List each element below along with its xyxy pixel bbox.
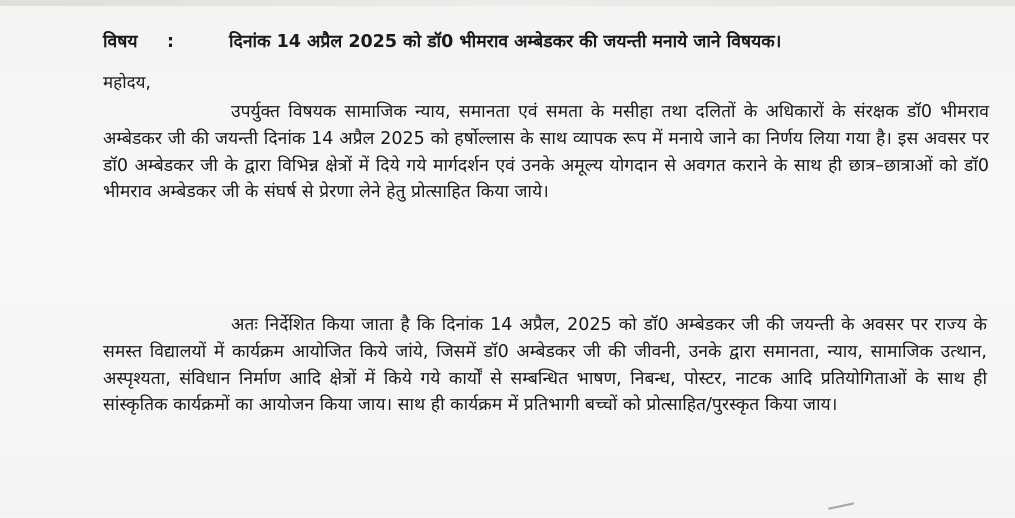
paragraph-1: उपर्युक्त विषयक सामाजिक न्याय, समानता एवं समता के मसीहा तथा दलितों के अधिकारों के संरक्षक डॉ0 भीमराव अम्बेडकर जी की जयन्ती दिनांक 14 अप्रैल 2025 को हर्षोल्लास के साथ व्यापक रूप में मनाये जाने का निर्णय लिया गया है। इस अवसर पर डॉ0 अम्बेडकर जी के द्वारा विभिन्न क्षेत्रों में दिये गये मार्गदर्शन एवं उनके अमूल्य योगदान से अवगत कराने के साथ ही छात्र–छात्राओं को डॉ0 भीमराव अम्बेडकर जी के संघर्ष से प्रेरणा लेने हेतु प्रोत्साहित किया जाये। bbox=[103, 102, 989, 203]
subject-line bbox=[103, 28, 983, 56]
paragraph-2: अतः निर्देशित किया जाता है कि दिनांक 14 अप्रैल, 2025 को डॉ0 अम्बेडकर जी की जयन्ती के अवसर पर राज्य के समस्त विद्यालयों में कार्यक्रम आयोजित किये जांये, जिसमें डॉ0 अम्बेडकर जी की जीवनी, उनके द्वारा समानता, न्याय, सामाजिक उत्थान, अस्पृश्यता, संविधान निर्माण आदि क्षेत्रों में किये गये कार्यों से सम्बन्धित भाषण, निबन्ध, पोस्टर, नाटक आदि प्रतियोगिताओं के साथ ही सांस्कृतिक कार्यक्रमों का आयोजन किया जाय। साथ ही कार्यक्रम में प्रतिभागी बच्चों को प्रोत्साहित/पुरस्कृत किया जाय। bbox=[103, 315, 987, 416]
top-edge-strip bbox=[0, 0, 1015, 6]
subject-text: दिनांक 14 अप्रैल 2025 को डॉ0 भीमराव अम्बेडकर की जयन्ती मनाये जाने विषयक। bbox=[229, 32, 782, 52]
signature-mark bbox=[828, 502, 856, 517]
subject-colon: : bbox=[167, 32, 174, 52]
subject-label: विषय bbox=[103, 32, 138, 52]
salutation: महोदय, bbox=[103, 73, 151, 93]
